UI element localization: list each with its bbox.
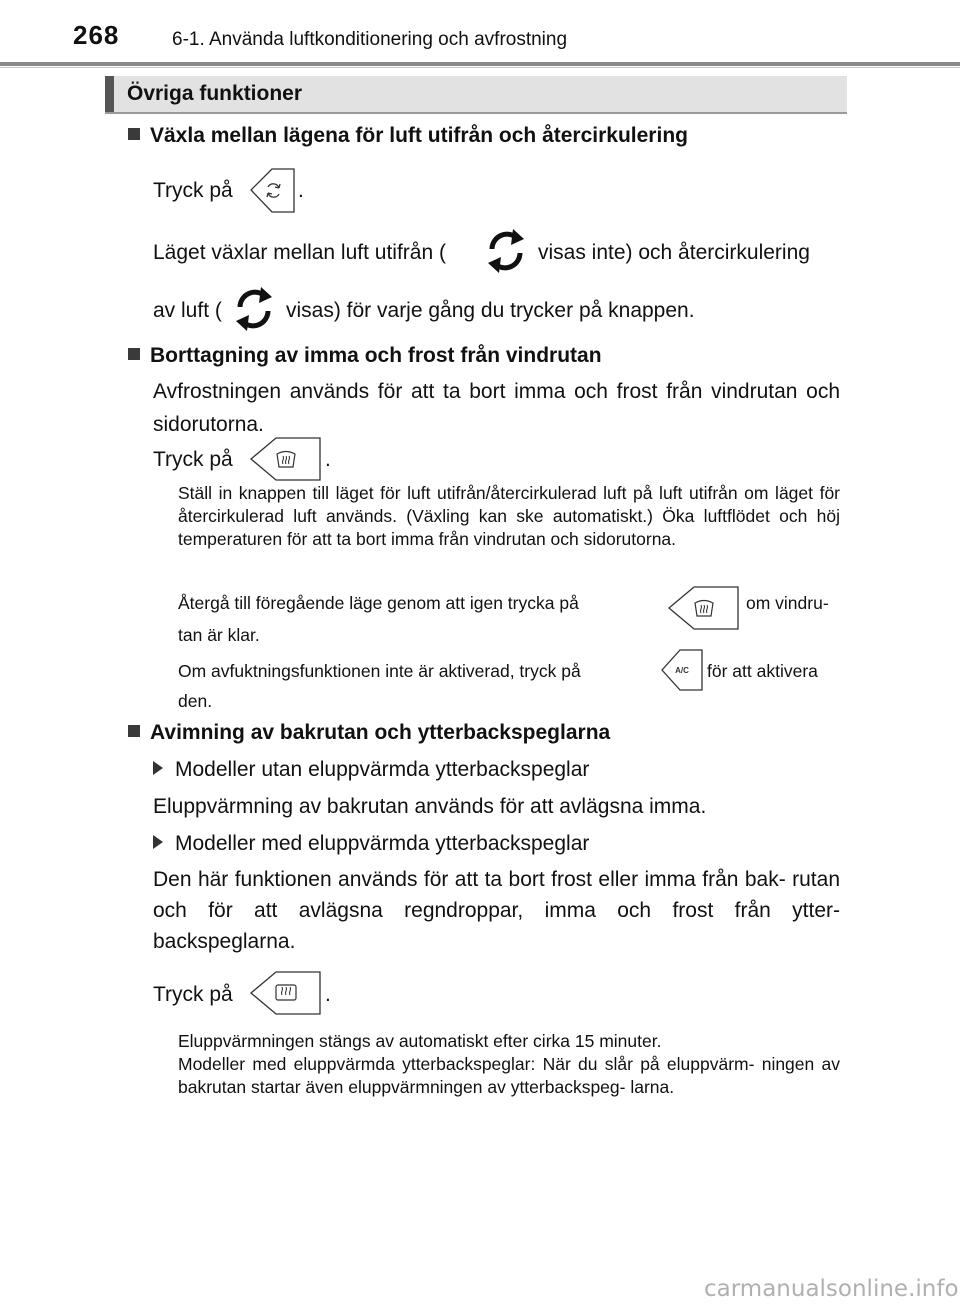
- windshield-note3-b: för att aktivera: [707, 661, 818, 681]
- recirculation-arrows-icon: [480, 225, 532, 277]
- recirc-press-suffix: .: [298, 179, 304, 202]
- recirc-heading: Växla mellan lägena för luft utifrån och återcirkulering: [150, 124, 688, 147]
- watermark: carmanualsonline.info: [704, 1276, 959, 1302]
- windshield-body: Avfrostningen används för att ta bort imma och frost från vindrutan och sidorutorna.: [153, 380, 840, 436]
- rear-model2: Modeller med eluppvärmda ytterbackspeglar: [175, 832, 590, 855]
- recirculation-arrows-icon-2: [228, 283, 280, 335]
- recirc-heading-row: [128, 124, 688, 148]
- recirc-line1-a: Läget växlar mellan luft utifrån (: [153, 241, 446, 264]
- section-title-bar: [105, 76, 114, 112]
- recirc-press-prefix: Tryck på: [153, 179, 233, 202]
- windshield-defroster-button-icon-2: [666, 585, 742, 631]
- windshield-note1: Ställ in knappen till läget för luft utifrån/återcirkulerad luft på luft utifrån om läget för återcirkulerad luft används. (Växling kan ske automatiskt.) Öka luftflödet och höj temperaturen för att ta bort imma från vindrutan och sidorutorna.: [178, 483, 840, 549]
- rear-defogger-button-icon: [248, 970, 324, 1016]
- windshield-note3-a: Om avfuktningsfunktionen inte är aktiverad, tryck på: [178, 661, 581, 681]
- header-rule: [0, 62, 960, 66]
- rear-press-prefix: Tryck på: [153, 983, 233, 1006]
- rear-note1: Eluppvärmningen stängs av automatiskt efter cirka 15 minuter.: [178, 1031, 662, 1051]
- windshield-heading: Borttagning av imma och frost från vindrutan: [150, 344, 602, 367]
- rear-heading-row: [128, 721, 610, 745]
- triangle-bullet-icon: [153, 835, 163, 849]
- rear-model1-row: [153, 753, 589, 786]
- windshield-note2-a: Återgå till föregående läge genom att igen trycka på: [178, 593, 579, 613]
- square-bullet-icon: [128, 348, 140, 360]
- square-bullet-icon: [128, 725, 140, 737]
- header-rule-thin: [0, 67, 960, 68]
- section-title: Övriga funktioner: [127, 82, 303, 105]
- page-number: 268: [73, 20, 120, 50]
- page-header: [0, 0, 960, 62]
- recirc-line2-a: av luft (: [153, 299, 222, 322]
- rear-note2: Modeller med eluppvärmda ytterbackspeglar: När du slår på eluppvärm- ningen av bakrutan startar även eluppvärmningen av ytterbackspeg- larna.: [178, 1054, 840, 1097]
- windshield-note2-c: tan är klar.: [178, 625, 260, 645]
- rear-model2-body: Den här funktionen används för att ta bort frost eller imma från bak- rutan och för att avlägsna regndroppar, imma och frost från ytter- backspeglarna.: [153, 868, 840, 953]
- rear-model1: Modeller utan eluppvärmda ytterbackspeglar: [175, 758, 590, 781]
- rear-heading: Avimning av bakrutan och ytterbackspeglarna: [150, 721, 611, 744]
- rear-model1-body: Eluppvärmning av bakrutan används för att avlägsna imma.: [153, 795, 707, 818]
- triangle-bullet-icon: [153, 761, 163, 775]
- windshield-press-prefix: Tryck på: [153, 448, 233, 471]
- section-title-box: [105, 76, 847, 114]
- recirculation-button-icon: [248, 166, 298, 216]
- recirc-line1-b: visas inte) och återcirkulering: [538, 241, 810, 264]
- rear-press-suffix: .: [325, 983, 331, 1006]
- ac-button-label: A/C: [675, 666, 689, 675]
- square-bullet-icon: [128, 128, 140, 140]
- ac-button-icon: [660, 648, 704, 692]
- running-head: 6-1. Använda luftkonditionering och avfrostning: [172, 29, 568, 50]
- windshield-defroster-button-icon: [248, 436, 324, 482]
- windshield-heading-row: [128, 344, 602, 368]
- windshield-press-suffix: .: [325, 448, 331, 471]
- rear-model2-row: [153, 827, 589, 860]
- windshield-note3-c: den.: [178, 691, 213, 711]
- recirc-line2-b: visas) för varje gång du trycker på knappen.: [286, 299, 695, 322]
- windshield-note2-b: om vindru-: [746, 593, 829, 613]
